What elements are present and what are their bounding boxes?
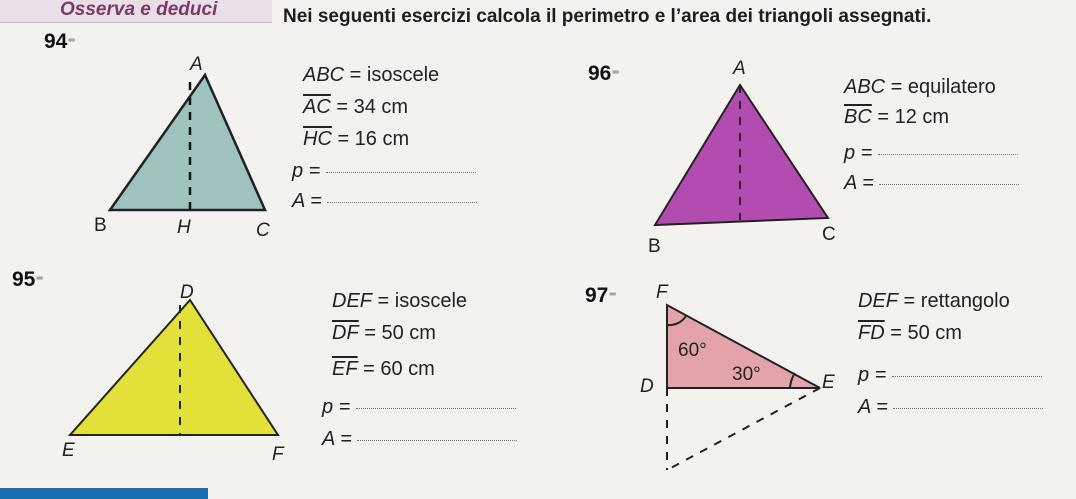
vertex-e-95: E [62, 440, 75, 461]
triangle-def-95 [70, 300, 278, 435]
vertex-h-94: H [177, 217, 191, 238]
triangle-abc-94 [110, 75, 265, 210]
triangle-abc-96 [655, 85, 828, 225]
given-line-1-97: DEF = rettangolo [858, 290, 1010, 312]
given-line-2-96: $\overline{BC} = 12$ cm [844, 106, 950, 128]
answer-area-96: A = [844, 172, 1019, 195]
bottom-color-bar [0, 488, 208, 499]
given-line-2-95: $\overline{DF} = 50$ cm [332, 322, 436, 344]
vertex-b-94: B [94, 215, 107, 236]
answer-perimeter-96: p = [844, 142, 1018, 165]
vertex-f-95: F [272, 444, 284, 465]
vertex-c-94: C [256, 220, 270, 241]
answer-perimeter-97: p = [858, 364, 1042, 387]
vertex-a-94: A [190, 54, 203, 75]
exercise-number-97: 97⁼ [585, 284, 617, 307]
given-line-1-96: ABC = equilatero [844, 76, 996, 98]
vertex-f-97: F [656, 282, 668, 303]
instructions-title: Nei seguenti esercizi calcola il perimetro e l’area dei triangoli assegnati. [283, 6, 932, 27]
answer-area-97: A = [858, 396, 1043, 419]
given-line-1-95: DEF = isoscele [332, 290, 468, 312]
section-tag: Osserva e deduci [60, 0, 218, 20]
answer-perimeter-94: p = [292, 160, 476, 183]
exercise-number-96: 96⁼ [588, 62, 620, 85]
vertex-d-95: D [180, 282, 194, 303]
vertex-a-96: A [733, 58, 746, 79]
angle-label-f: 60° [678, 340, 707, 361]
given-line-3-95: $\overline{EF} = 60$ cm [332, 358, 435, 380]
vertex-b-96: B [648, 236, 661, 257]
given-line-3-94: $\overline{HC} = 16$ cm [303, 128, 410, 150]
given-line-2-97: $\overline{FD} = 50$ cm [858, 322, 962, 344]
answer-area-94: A = [292, 190, 477, 213]
answer-area-95: A = [322, 428, 517, 451]
exercise-number-94: 94⁼ [44, 30, 76, 53]
vertex-e-97: E [822, 372, 835, 393]
answer-perimeter-95: p = [322, 396, 516, 419]
given-line-1-94: ABC = isoscele [303, 64, 440, 86]
given-line-2-94: $\overline{AC} = 34$ cm [303, 96, 409, 118]
angle-label-e: 30° [732, 364, 761, 385]
vertex-c-96: C [822, 224, 836, 245]
exercise-number-95: 95⁼ [12, 268, 44, 291]
dashed-hyp [667, 388, 820, 470]
vertex-d-97: D [640, 376, 654, 397]
